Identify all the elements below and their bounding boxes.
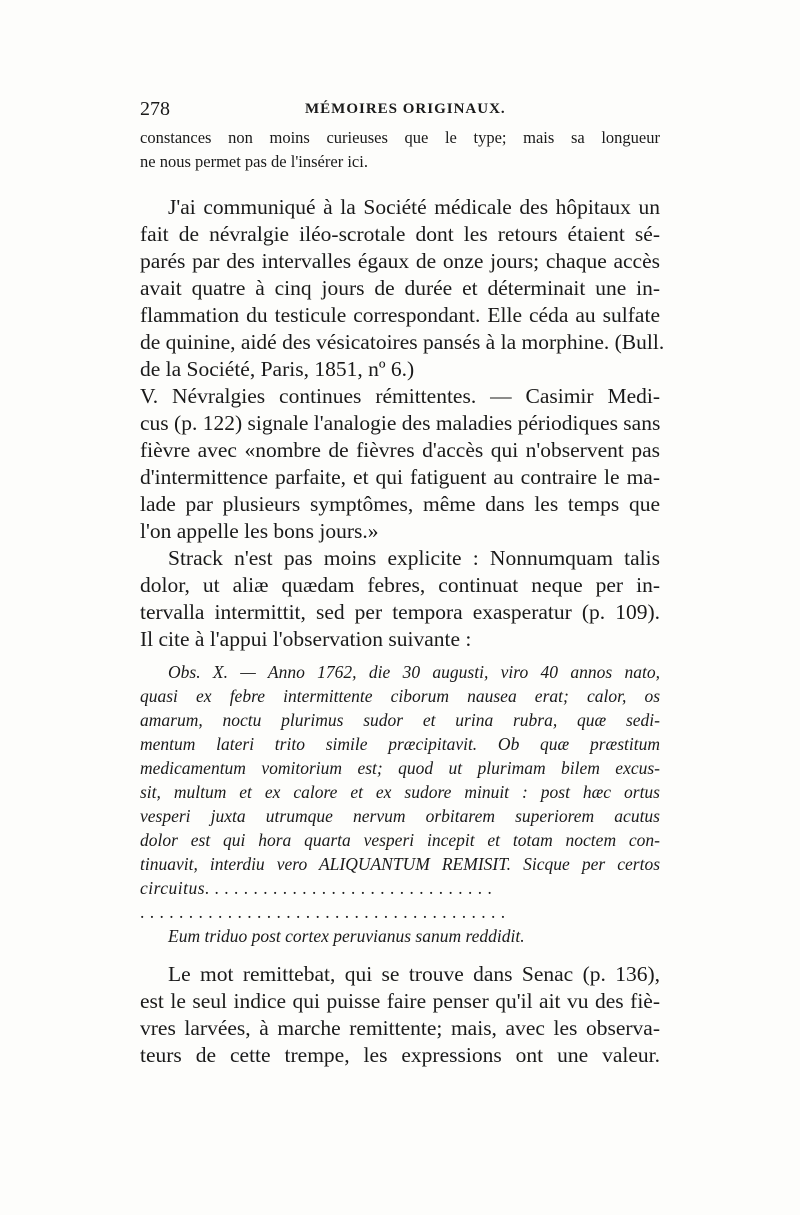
page-number: 278 [140,98,170,120]
text-line: est le seul indice qui puisse faire penser qu'il ait vu des fiè- [140,989,660,1013]
text-line: avait quatre à cinq jours de durée et déterminait une in- [140,276,660,300]
observation-line: mentum lateri trito simile præcipitavit. Ob quæ præstitum [140,734,660,754]
text-line: dolor, ut aliæ quædam febres, continuat neque per in- [140,573,660,597]
text-line: Il cite à l'appui l'observation suivante : [140,627,472,651]
ellipsis-line: . . . . . . . . . . . . . . . . . . . . . . . . . . . . . . . . . . . . . . [140,902,506,922]
observation-line: amarum, noctu plurimus sudor et urina rubra, quæ sedi- [140,710,660,730]
text-line: teurs de cette trempe, les expressions ont une valeur. [140,1043,660,1067]
observation-line: tinuavit, interdiu vero ALIQUANTUM REMISIT. Sicque per certos [140,854,660,874]
text-line: fièvre avec «nombre de fièvres d'accès qui n'observent pas [140,438,660,462]
text-line: flammation du testicule correspondant. Elle céda au sulfate [140,303,660,327]
text-line: parés par des intervalles égaux de onze jours; chaque accès [140,249,660,273]
section-heading-line: V. Névralgies continues rémittentes. — Casimir Medi- [140,384,660,408]
text-line: constances non moins curieuses que le type; mais sa longueur [140,128,660,147]
text-line: de quinine, aidé des vésicatoires pansés à la morphine. (Bull. [140,330,665,354]
text-line: d'intermittence parfaite, et qui fatiguent au contraire le ma- [140,465,660,489]
text-line: vres larvées, à marche remittente; mais, avec les observa- [140,1016,660,1040]
observation-line: vesperi juxta utrumque nervum orbitarem superiorem acutus [140,806,660,826]
text-line: tervalla intermittit, sed per tempora exasperatur (p. 109). [140,600,660,624]
observation-line: Eum triduo post cortex peruvianus sanum reddidit. [168,926,525,946]
observation-line: circuitus. . . . . . . . . . . . . . . . . . . . . . . . . . . . . . [140,878,493,898]
text-line: ne nous permet pas de l'insérer ici. [140,152,368,171]
text-line: lade par plusieurs symptômes, même dans les temps que [140,492,660,516]
running-header [140,98,660,128]
observation-line: quasi ex febre intermittente ciborum nausea erat; calor, os [140,686,660,706]
observation-line: sit, multum et ex calore et ex sudore minuit : post hæc ortus [140,782,660,802]
text-line: cus (p. 122) signale l'analogie des maladies périodiques sans [140,411,661,435]
text-line: fait de névralgie iléo-scrotale dont les retours étaient sé- [140,222,660,246]
text-line: Le mot remittebat, qui se trouve dans Senac (p. 136), [168,962,660,986]
text-line: Strack n'est pas moins explicite : Nonnumquam talis [168,546,660,570]
observation-line: dolor est qui hora quarta vesperi incepit et totam noctem con- [140,830,660,850]
running-title: MÉMOIRES ORIGINAUX. [305,101,506,117]
text-line: de la Société, Paris, 1851, nº 6.) [140,357,415,381]
observation-line: Obs. X. — Anno 1762, die 30 augusti, viro 40 annos nato, [168,662,660,682]
observation-line: medicamentum vomitorium est; quod ut plurimam bilem excus- [140,758,660,778]
text-line: l'on appelle les bons jours.» [140,519,379,543]
text-line: J'ai communiqué à la Société médicale des hôpitaux un [168,195,660,219]
